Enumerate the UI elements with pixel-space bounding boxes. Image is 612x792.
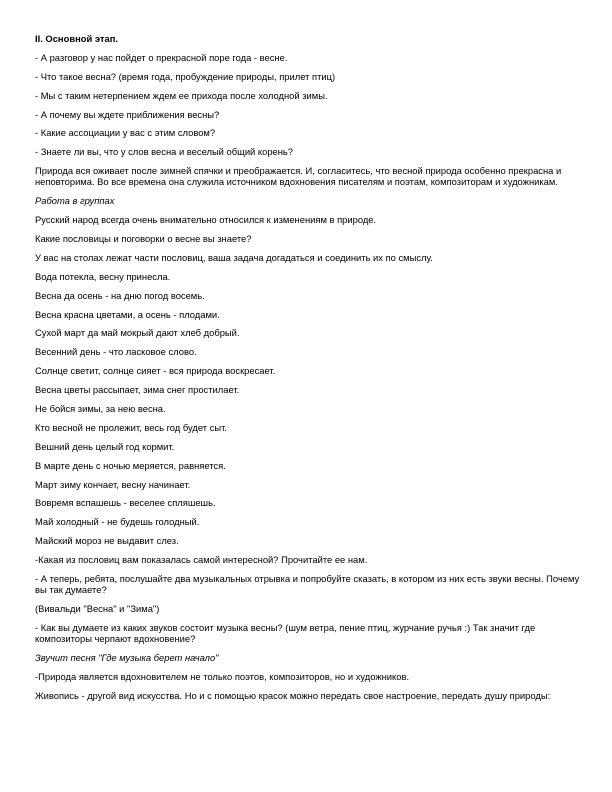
paragraph: - Знаете ли вы, что у слов весна и веселый общий корень? (35, 146, 294, 158)
paragraph: - Что такое весна? (время года, пробуждение природы, прилет птиц) (35, 70, 336, 82)
proverb: Весенний день - что ласковое слово. (35, 346, 197, 358)
paragraph: Какие пословицы и поговорки о весне вы знаете? (35, 233, 252, 244)
paragraph: Русский народ всегда очень внимательно относился к изменениям в природе. (35, 214, 377, 226)
paragraph: Природа вся оживает после зимней спячки и преображается. И, согласитесь, что весной природа особенно прекрасна и неповторима. Во все времена она служила источником вдохновения писателям и поэтам, композиторам и художникам. (35, 165, 562, 188)
proverb: Вовремя вспашешь - веселее спляшешь. (35, 497, 216, 509)
proverb: Не бойся зимы, за нею весна. (35, 403, 166, 415)
proverb: Весна да осень - на дню погод восемь. (35, 289, 205, 301)
proverb: Весна красна цветами, а осень - плодами. (35, 308, 220, 320)
paragraph: У вас на столах лежат части пословиц, ваша задача догадаться и соединить их по смыслу. (35, 251, 433, 263)
song-caption: Звучит песня "Где музыка берет начало" (35, 651, 219, 663)
paragraph: (Вивальди "Весна" и "Зима") (35, 603, 160, 615)
proverb: Вешний день целый год кормит. (35, 440, 175, 452)
paragraph: - А теперь, ребята, послушайте два музыкальных отрывка и попробуйте сказать, в котором из них есть звуки весны. Почему вы так думаете? (35, 573, 580, 596)
proverb: Март зиму кончает, весну начинает. (35, 478, 191, 490)
paragraph: - Какие ассоциации у вас с этим словом? (35, 127, 216, 139)
proverb: Вода потекла, весну принесла. (35, 270, 171, 282)
paragraph: -Какая из пословиц вам показалась самой интересной? Прочитайте ее нам. (35, 554, 368, 566)
subheading-group-work: Работа в группах (35, 195, 115, 207)
paragraph: - А разговор у нас пойдет о прекрасной поре года - весне. (35, 51, 288, 63)
paragraph: -Природа является вдохновителем не только поэтов, композиторов, но и художников. (35, 670, 410, 682)
proverb: Солнце светит, солнце сияет - вся природа воскресает. (35, 365, 276, 377)
proverb: Кто весной не пролежит, весь год будет сыт. (35, 421, 227, 433)
proverb: Весна цветы рассыпает, зима снег простилает. (35, 384, 240, 396)
proverb: Майский мороз не выдавит слез. (35, 535, 179, 547)
paragraph: - Как вы думаете из каких звуков состоит музыка весны? (шум ветра, пение птиц, журчание ручья :) Так значит где композиторы черпают вдохновение? (35, 621, 536, 644)
proverb: Май холодный - не будешь голодный. (35, 516, 200, 528)
proverb: В марте день с ночью меряется, равняется. (35, 459, 226, 471)
proverb: Сухой март да май мокрый дают хлеб добрый. (35, 327, 240, 339)
document-body (35, 33, 590, 709)
paragraph: - А почему вы ждете приближения весны? (35, 108, 220, 120)
paragraph: Живопись - другой вид искусства. Но и с помощью красок можно передать свое настроение, передать душу природы: (35, 689, 551, 701)
section-heading: II. Основной этап. (35, 33, 118, 44)
paragraph: - Мы с таким нетерпением ждем ее прихода после холодной зимы. (35, 89, 328, 101)
